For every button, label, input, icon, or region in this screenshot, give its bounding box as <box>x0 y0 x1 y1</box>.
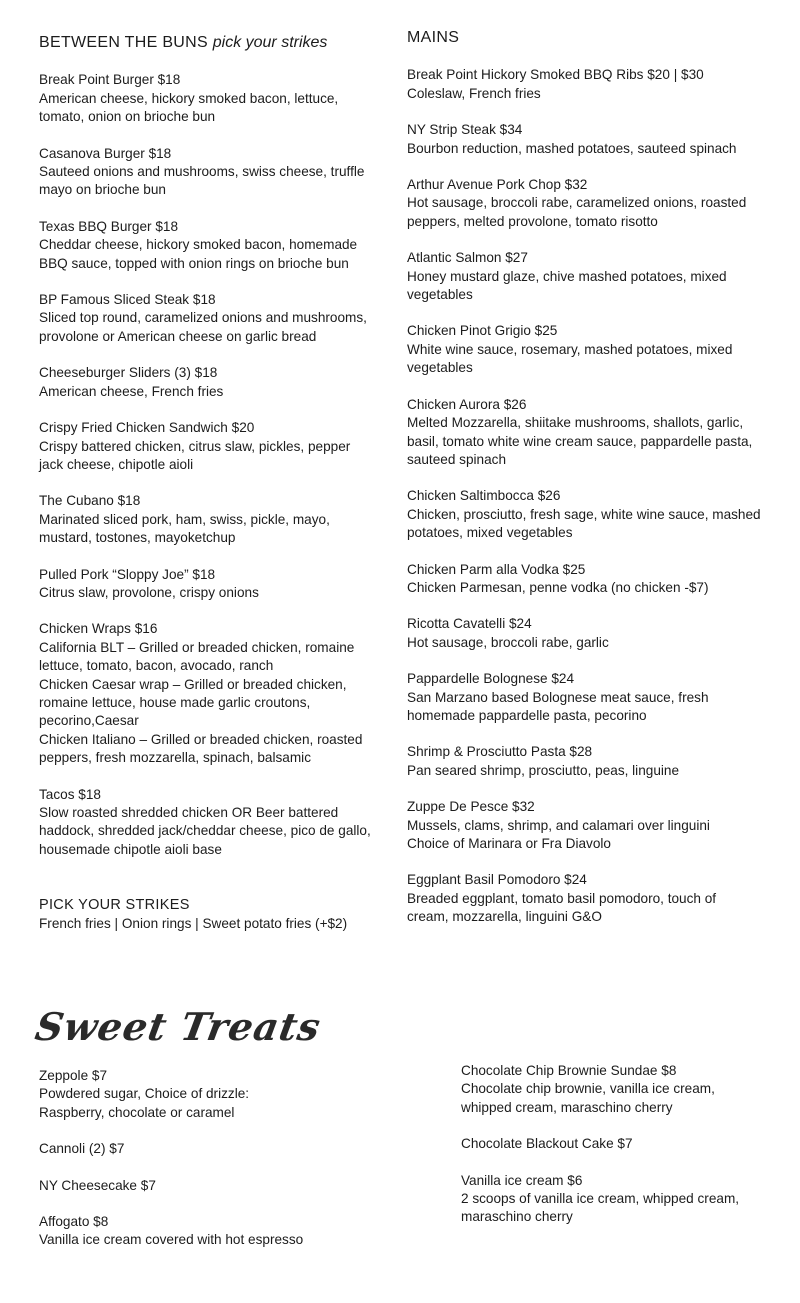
menu-item-description: haddock, shredded jack/cheddar cheese, pico de gallo, <box>39 823 371 839</box>
menu-item-name: Tacos $18 <box>39 786 101 802</box>
menu-item <box>407 743 767 780</box>
menu-item-description: Bourbon reduction, mashed potatoes, sauteed spinach <box>407 140 737 156</box>
buns-subtitle: pick your strikes <box>212 34 328 51</box>
menu-item-name: Ricotta Cavatelli $24 <box>407 616 532 632</box>
menu-item <box>39 1140 379 1158</box>
menu-item <box>39 1067 379 1122</box>
menu-item <box>407 66 767 103</box>
menu-item-description: Sauteed onions and mushrooms, swiss cheese, truffle <box>39 164 365 180</box>
menu-item-description: provolone or American cheese on garlic bread <box>39 328 317 344</box>
menu-item-name: Chicken Wraps $16 <box>39 621 158 637</box>
menu-item <box>407 615 767 652</box>
menu-item-description: San Marzano based Bolognese meat sauce, fresh <box>407 689 709 705</box>
menu-item-name: Break Point Hickory Smoked BBQ Ribs $20 | $30 <box>407 67 704 83</box>
menu-item-name: Affogato $8 <box>39 1214 109 1230</box>
buns-heading <box>39 34 384 52</box>
menu-item <box>39 1177 379 1195</box>
menu-item-description: Sliced top round, caramelized onions and mushrooms, <box>39 310 367 326</box>
strikes-title: PICK YOUR STRIKES <box>39 897 190 913</box>
menu-item-description: BBQ sauce, topped with onion rings on brioche bun <box>39 255 349 271</box>
menu-item-description: California BLT – Grilled or breaded chicken, romaine <box>39 639 355 655</box>
menu-item-description: vegetables <box>407 360 473 376</box>
menu-item-description: Chicken Caesar wrap – Grilled or breaded chicken, <box>39 676 347 692</box>
menu-item-name: Eggplant Basil Pomodoro $24 <box>407 872 587 888</box>
menu-item-name: Pulled Pork “Sloppy Joe” $18 <box>39 566 216 582</box>
menu-item-description: Vanilla ice cream covered with hot espresso <box>39 1232 304 1248</box>
menu-item-description: potatoes, mixed vegetables <box>407 525 573 541</box>
menu-item <box>39 364 384 401</box>
mains-title: MAINS <box>407 29 460 46</box>
menu-item <box>407 322 767 377</box>
menu-item <box>407 871 767 926</box>
mains-section <box>407 29 767 945</box>
buns-list <box>39 71 384 859</box>
menu-item <box>39 566 384 603</box>
menu-item-description: Breaded eggplant, tomato basil pomodoro, touch of <box>407 890 717 906</box>
menu-item-name: Texas BBQ Burger $18 <box>39 218 179 234</box>
menu-item-name: Cannoli (2) $7 <box>39 1141 125 1157</box>
menu-item-description: peppers, melted provolone, tomato risotto <box>407 213 658 229</box>
menu-item <box>407 798 767 853</box>
menu-item <box>407 249 767 304</box>
menu-item-description: homemade pappardelle pasta, pecorino <box>407 707 647 723</box>
menu-item-description: peppers, fresh mozzarella, spinach, balsamic <box>39 750 312 766</box>
menu-item-name: Arthur Avenue Pork Chop $32 <box>407 177 588 193</box>
menu-item-description: Chicken Parmesan, penne vodka (no chicken -$7) <box>407 579 709 595</box>
menu-item-description: Chicken, prosciutto, fresh sage, white wine sauce, mashed <box>407 506 761 522</box>
menu-item-name: Pappardelle Bolognese $24 <box>407 671 575 687</box>
menu-item <box>39 419 384 474</box>
menu-item-name: Shrimp & Prosciutto Pasta $28 <box>407 744 593 760</box>
menu-item <box>461 1172 781 1227</box>
strikes-text: French fries | Onion rings | Sweet potato fries (+$2) <box>39 916 348 932</box>
menu-item-description: Raspberry, chocolate or caramel <box>39 1104 235 1120</box>
menu-item <box>407 670 767 725</box>
menu-item-name: Vanilla ice cream $6 <box>461 1172 583 1188</box>
menu-item-name: The Cubano $18 <box>39 493 141 509</box>
treats-right-list <box>461 1062 781 1245</box>
menu-item-name: Chicken Parm alla Vodka $25 <box>407 561 586 577</box>
mains-list <box>407 66 767 926</box>
menu-item-name: BP Famous Sliced Steak $18 <box>39 292 216 308</box>
menu-item-description: 2 scoops of vanilla ice cream, whipped cream, <box>461 1191 740 1207</box>
menu-item-description: maraschino cherry <box>461 1209 573 1225</box>
menu-item-description: Mussels, clams, shrimp, and calamari over linguini <box>407 817 710 833</box>
menu-item-description: Chicken Italiano – Grilled or breaded chicken, roasted <box>39 731 363 747</box>
treats-left-list <box>39 1067 379 1268</box>
menu-item <box>461 1135 781 1153</box>
menu-item-name: Chicken Saltimbocca $26 <box>407 488 561 504</box>
menu-item-description: Hot sausage, broccoli rabe, caramelized onions, roasted <box>407 195 747 211</box>
menu-item-description: American cheese, hickory smoked bacon, lettuce, <box>39 90 339 106</box>
menu-item-description: Choice of Marinara or Fra Diavolo <box>407 836 611 851</box>
menu-item-description: sauteed spinach <box>407 451 507 467</box>
menu-item-description: Hot sausage, broccoli rabe, garlic <box>407 634 609 650</box>
sweet-treats-title: Sweet Treats <box>32 1004 325 1049</box>
menu-item <box>39 291 384 346</box>
menu-item-description: Melted Mozzarella, shiitake mushrooms, shallots, garlic, <box>407 415 744 431</box>
menu-item <box>407 121 767 158</box>
menu-item-description: basil, tomato white wine cream sauce, pappardelle pasta, <box>407 433 753 449</box>
buns-section <box>39 34 384 877</box>
menu-item-name: Casanova Burger $18 <box>39 145 172 161</box>
menu-item <box>407 487 767 542</box>
strikes-section <box>39 896 399 934</box>
menu-item-description: lettuce, tomato, bacon, avocado, ranch <box>39 658 274 674</box>
menu-item-name: Cheeseburger Sliders (3) $18 <box>39 365 218 381</box>
menu-item-description: Powdered sugar, Choice of drizzle: <box>39 1086 250 1102</box>
menu-item-description: jack cheese, chipotle aioli <box>39 456 194 472</box>
menu-item-description: mustard, tostones, mayoketchup <box>39 530 236 546</box>
menu-item-description: Slow roasted shredded chicken OR Beer battered <box>39 805 339 820</box>
menu-item-description: Marinated sliced pork, ham, swiss, pickle, mayo, <box>39 511 330 527</box>
menu-item-description: cream, mozzarella, linguini G&O <box>407 909 602 925</box>
menu-item <box>39 218 384 273</box>
menu-item-description: Pan seared shrimp, prosciutto, peas, linguine <box>407 762 680 778</box>
menu-item-name: Chocolate Chip Brownie Sundae $8 <box>461 1063 677 1078</box>
menu-item <box>39 145 384 200</box>
menu-item <box>39 1213 379 1250</box>
menu-item <box>407 396 767 470</box>
menu-item-description: Cheddar cheese, hickory smoked bacon, homemade <box>39 237 358 253</box>
menu-item-description: Citrus slaw, provolone, crispy onions <box>39 584 259 600</box>
menu-item-description: mayo on brioche bun <box>39 182 166 198</box>
menu-item-description: Crispy battered chicken, citrus slaw, pickles, pepper <box>39 438 351 454</box>
menu-item-description: Coleslaw, French fries <box>407 85 541 101</box>
menu-item <box>39 492 384 547</box>
menu-item-description: White wine sauce, rosemary, mashed potatoes, mixed <box>407 341 733 357</box>
menu-item-name: NY Cheesecake $7 <box>39 1177 156 1193</box>
menu-item <box>39 620 384 767</box>
menu-item <box>461 1062 781 1117</box>
menu-item-name: Chicken Pinot Grigio $25 <box>407 323 558 339</box>
menu-item <box>39 786 384 860</box>
menu-item-name: Chicken Aurora $26 <box>407 396 527 412</box>
menu-item-name: Break Point Burger $18 <box>39 72 181 88</box>
menu-item-description: Chocolate chip brownie, vanilla ice cream, <box>461 1081 715 1097</box>
menu-item-name: NY Strip Steak $34 <box>407 122 523 138</box>
menu-item-description: romaine lettuce, house made garlic croutons, <box>39 694 311 710</box>
menu-item-description: vegetables <box>407 287 473 303</box>
menu-item-description: housemade chipotle aioli base <box>39 841 222 857</box>
menu-item-name: Atlantic Salmon $27 <box>407 250 528 266</box>
menu-item-description: Honey mustard glaze, chive mashed potatoes, mixed <box>407 268 727 284</box>
menu-item <box>407 561 767 598</box>
menu-item-name: Chocolate Blackout Cake $7 <box>461 1136 633 1152</box>
menu-item-description: pecorino,Caesar <box>39 713 139 729</box>
menu-item-description: tomato, onion on brioche bun <box>39 109 216 125</box>
menu-item-name: Zuppe De Pesce $32 <box>407 799 535 815</box>
menu-item-name: Zeppole $7 <box>39 1068 108 1083</box>
menu-item <box>39 71 384 126</box>
menu-item-description: American cheese, French fries <box>39 383 224 399</box>
menu-item <box>407 176 767 231</box>
buns-title: BETWEEN THE BUNS <box>39 34 208 51</box>
menu-item-description: whipped cream, maraschino cherry <box>461 1099 673 1115</box>
menu-item-name: Crispy Fried Chicken Sandwich $20 <box>39 420 255 436</box>
